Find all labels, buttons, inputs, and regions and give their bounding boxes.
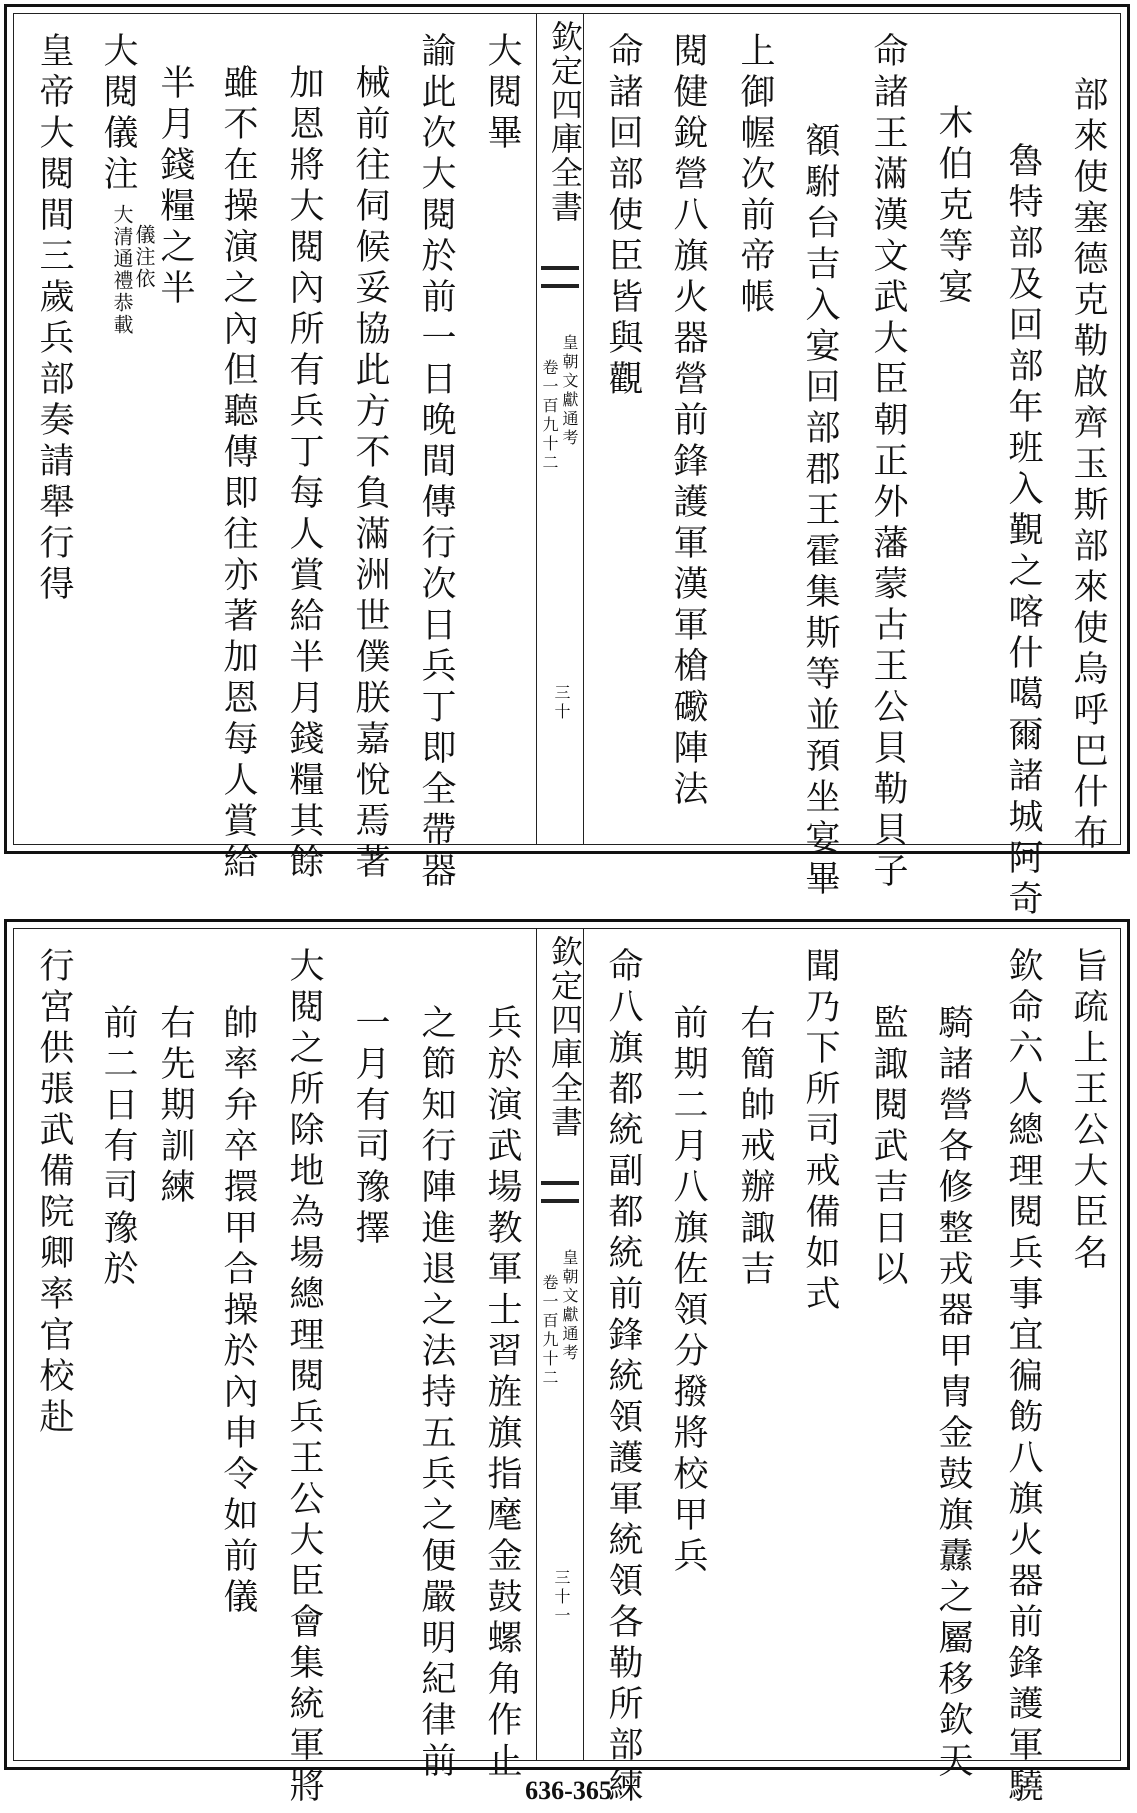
text-column: 部來使塞德克勒啟齊玉斯部來使烏呼巴什布	[1068, 76, 1108, 855]
text-column: 命八旗都統副都統前鋒統領護軍統領各勒所部練	[603, 947, 643, 1808]
text-column: 上御幄次前帝帳	[735, 32, 775, 319]
volume-note: 卷一百九十二	[540, 359, 559, 473]
text-column: 一月有司豫擇	[350, 1004, 390, 1250]
text-column: 監諏閱武吉日以	[868, 1004, 908, 1291]
text-column: 加恩將大閱內所有兵丁每人賞給半月錢糧其餘	[284, 64, 324, 884]
text-column: 械前往伺候妥協此方不負滿洲世僕朕嘉悅焉著	[350, 64, 390, 884]
text-column: 諭此次大閱於前一日晚間傳行次日兵丁即全帶器	[416, 32, 456, 893]
book-title: 欽定四庫全書	[546, 20, 584, 224]
source-note: 皇朝文獻通考	[560, 334, 579, 448]
text-column: 雖不在操演之內但聽傳即往亦著加恩每人賞給	[218, 64, 258, 884]
text-column: 前二日有司豫於	[98, 1004, 138, 1291]
text-column: 皇帝大閱間三歲兵部奏請舉行得	[34, 32, 74, 606]
text-column: 額駙台吉入宴回部郡王霍集斯等並預坐宴畢	[800, 122, 840, 901]
text-column: 大閱畢	[482, 32, 522, 155]
fishtail-mark	[541, 1181, 579, 1203]
text-column: 命諸王滿漢文武大臣朝正外藩蒙古王公貝勒貝子	[868, 32, 908, 893]
folio-number: 636-365	[525, 1776, 612, 1805]
text-column: 右先期訓練	[155, 1004, 195, 1209]
text-column: 大閱之所除地為場總理閱兵王公大臣會集統軍將	[284, 947, 324, 1808]
text-column: 魯特部及回部年班入覲之喀什噶爾諸城阿奇	[1003, 142, 1043, 921]
text-column: 命諸回部使臣皆與觀	[603, 32, 643, 401]
fishtail-mark	[541, 266, 579, 288]
page-frame	[13, 13, 1121, 921]
annotation-main: 大清通禮恭載	[110, 204, 134, 336]
text-column: 帥率弁卒擐甲合操於內申令如前儀	[218, 1004, 258, 1619]
text-column: 大閱儀注	[98, 32, 138, 196]
leaf-number: 三十一	[552, 1569, 571, 1626]
text-column: 木伯克等宴	[933, 104, 973, 309]
text-column: 半月錢糧之半	[155, 64, 195, 310]
leaf-number: 三十	[552, 684, 571, 722]
volume-note: 卷一百九十二	[540, 1274, 559, 1388]
text-column: 欽命六人總理閱兵事宜徧飭八旗火器前鋒護軍驍	[1003, 947, 1043, 1808]
text-column: 之節知行陣進退之法持五兵之便嚴明紀律前	[416, 1004, 456, 1783]
center-fold	[536, 929, 584, 1760]
text-column: 行宮供張武備院卿率官校赴	[34, 947, 74, 1439]
center-fold	[536, 14, 584, 844]
text-column: 右簡帥戒辦諏吉	[735, 1004, 775, 1291]
text-column: 兵於演武場教軍士習旌旗指麾金鼓螺角作止	[482, 1004, 522, 1783]
text-column: 閱健銳營八旗火器營前鋒護軍漢軍槍礮陣法	[668, 32, 708, 811]
book-title: 欽定四庫全書	[546, 935, 584, 1139]
page-upper	[4, 4, 1130, 921]
source-note: 皇朝文獻通考	[560, 1249, 579, 1363]
annotation-side: 儀注依	[132, 224, 156, 290]
text-column: 聞乃下所司戒備如式	[800, 947, 840, 1316]
text-column: 旨疏上王公大臣名	[1068, 947, 1108, 1275]
text-column: 騎諸營各修整戎器甲冑金鼓旗纛之屬移欽天	[933, 1004, 973, 1783]
text-column: 前期二月八旗佐領分撥將校甲兵	[668, 1004, 708, 1578]
